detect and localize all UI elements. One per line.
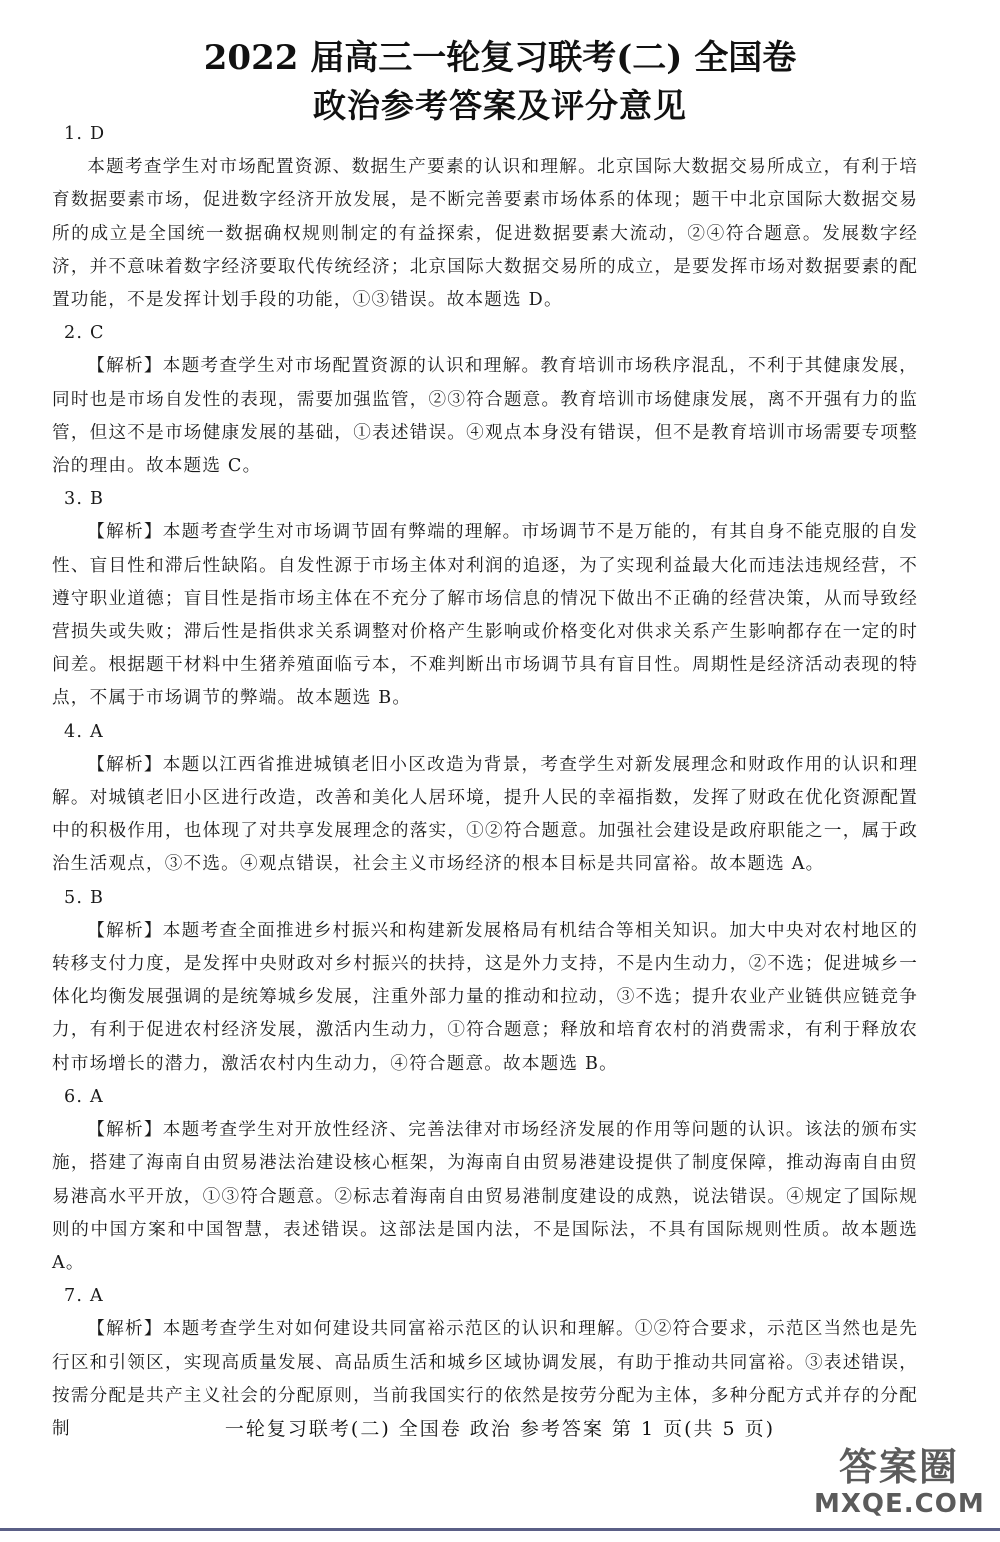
bottom-divider — [0, 1528, 1000, 1531]
question-block — [52, 317, 918, 483]
question-block — [52, 716, 918, 882]
question-number: 5. B — [64, 887, 105, 908]
question-number: 4. A — [64, 721, 104, 742]
question-number: 3. B — [64, 489, 105, 510]
question-explanation: 本题考查学生对市场配置资源、数据生产要素的认识和理解。北京国际大数据交易所成立，有利于培育数据要素市场，促进数字经济开放发展，是不断完善要素市场体系的体现；题干中北京国际大数据交易所的成立是全国统一数据确权规则制定的有益探索，促进数据要素大流动，②④符合题意。发展数字经济，并不意味着数字经济要取代传统经济；北京国际大数据交易所的成立，是要发挥市场对数据要素的配置功能，不是发挥计划手段的功能，①③错误。故本题选 D。 — [52, 157, 918, 311]
question-number: 7. A — [64, 1286, 104, 1307]
page-title: 2022 届高三一轮复习联考(二) 全国卷 — [203, 38, 797, 78]
logo-mark: 答案圈 — [838, 1445, 959, 1489]
question-explanation: 【解析】本题考查学生对市场配置资源的认识和理解。教育培训市场秩序混乱，不利于其健康发展，同时也是市场自发性的表现，需要加强监管，②③符合题意。教育培训市场健康发展，离不开强有力的监管，但这不是市场健康发展的基础，①表述错误。④观点本身没有错误，但不是教育培训市场需要专项整治的理由。故本题选 C。 — [52, 356, 918, 477]
question-block — [52, 118, 918, 317]
question-explanation: 【解析】本题考查学生对开放性经济、完善法律对市场经济发展的作用等问题的认识。该法的颁布实施，搭建了海南自由贸易港法治建设核心框架，为海南自由贸易港建设提供了制度保障，推动海南自由贸易港高水平开放，①③符合题意。②标志着海南自由贸易港制度建设的成熟，说法错误。④规定了国际规则的中国方案和中国智慧，表述错误。这部法是国内法，不是国际法，不具有国际规则性质。故本题选 A。 — [52, 1120, 918, 1273]
site-logo — [814, 1444, 984, 1524]
question-explanation: 【解析】本题考查全面推进乡村振兴和构建新发展格局有机结合等相关知识。加大中央对农村地区的转移支付力度，是发挥中央财政对乡村振兴的扶持，这是外力支持，不是内生动力，②不选；促进城乡一体化均衡发展强调的是统筹城乡发展，注重外部力量的推动和拉动，③不选；提升农业产业链供应链竞争力，有利于促进农村经济发展，激活内生动力，①符合题意；释放和培育农村的消费需求，有利于释放农村市场增长的潜力，激活农村内生动力，④符合题意。故本题选 B。 — [52, 920, 918, 1074]
question-block — [52, 483, 918, 715]
question-number: 2. C — [64, 323, 105, 344]
question-number: 1. D — [64, 124, 106, 144]
answer-body — [52, 118, 918, 1446]
question-explanation: 【解析】本题考查学生对市场调节固有弊端的理解。市场调节不是万能的，有其自身不能克服的自发性、盲目性和滞后性缺陷。自发性源于市场主体对利润的追逐，为了实现利益最大化而违法违规经营，不遵守职业道德；盲目性是指市场主体在不充分了解市场信息的情况下做出不正确的经营决策，从而导致经营损失或失败；滞后性是指供求关系调整对价格产生影响或价格变化对供求关系产生影响都存在一定的时间差。根据题干材料中生猪养殖面临亏本，不难判断出市场调节具有盲目性。周期性是经济活动表现的特点，不属于市场调节的弊端。故本题选 B。 — [52, 522, 918, 709]
page-footer: 一轮复习联考(二) 全国卷 政治 参考答案 第 1 页(共 5 页) — [224, 1418, 776, 1440]
question-number: 6. A — [64, 1086, 104, 1107]
question-explanation: 【解析】本题以江西省推进城镇老旧小区改造为背景，考查学生对新发展理念和财政作用的认识和理解。对城镇老旧小区进行改造，改善和美化人居环境，提升人民的幸福指数，发挥了财政在优化资源配置中的积极作用，也体现了对共享发展理念的落实，①②符合题意。加强社会建设是政府职能之一，属于政治生活观点，③不选。④观点错误，社会主义市场经济的根本目标是共同富裕。故本题选 A。 — [52, 754, 918, 875]
logo-site: MXQE.COM — [814, 1489, 985, 1519]
page-subtitle: 政治参考答案及评分意见 — [313, 86, 687, 125]
question-block — [52, 882, 918, 1081]
question-block — [52, 1081, 918, 1280]
question-explanation: 【解析】本题考查学生对如何建设共同富裕示范区的认识和理解。①②符合要求，示范区当然也是先行区和引领区，实现高质量发展、高品质生活和城乡区域协调发展，有助于推动共同富裕。③表述错误，按需分配是共产主义社会的分配原则，当前我国实行的依然是按劳分配为主体，多种分配方式并存的分配制 — [52, 1319, 918, 1439]
